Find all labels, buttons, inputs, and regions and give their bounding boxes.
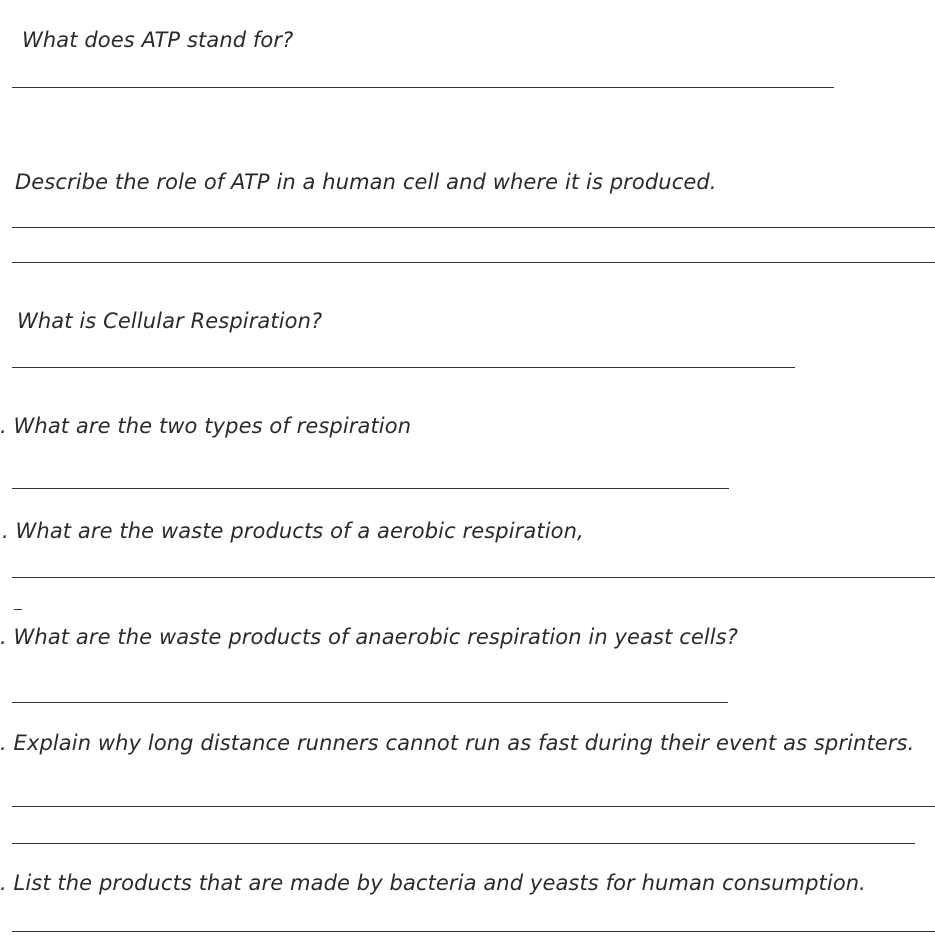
answer-line-2b [12,262,935,263]
answer-line-1 [12,87,834,88]
answer-line-3 [12,367,795,368]
answer-line-7b [12,843,915,844]
answer-line-6 [12,702,728,703]
question-3: What is Cellular Respiration? [17,309,323,333]
answer-line-5 [12,577,935,578]
answer-line-8 [12,931,935,932]
question-1: What does ATP stand for? [22,28,294,52]
question-7: . Explain why long distance runners cannot run as fast during their event as sprinters. [0,731,915,755]
answer-line-2a [12,227,935,228]
question-8: . List the products that are made by bacteria and yeasts for human consumption. [0,871,866,895]
question-2: Describe the role of ATP in a human cell and where it is produced. [15,170,717,194]
answer-line-5-dash [14,609,22,610]
question-6: . What are the waste products of anaerobic respiration in yeast cells? [0,625,739,649]
question-5: . What are the waste products of a aerobic respiration, [2,519,584,543]
answer-line-4 [12,488,729,489]
answer-line-7a [12,806,935,807]
question-4: . What are the two types of respiration [0,414,412,438]
